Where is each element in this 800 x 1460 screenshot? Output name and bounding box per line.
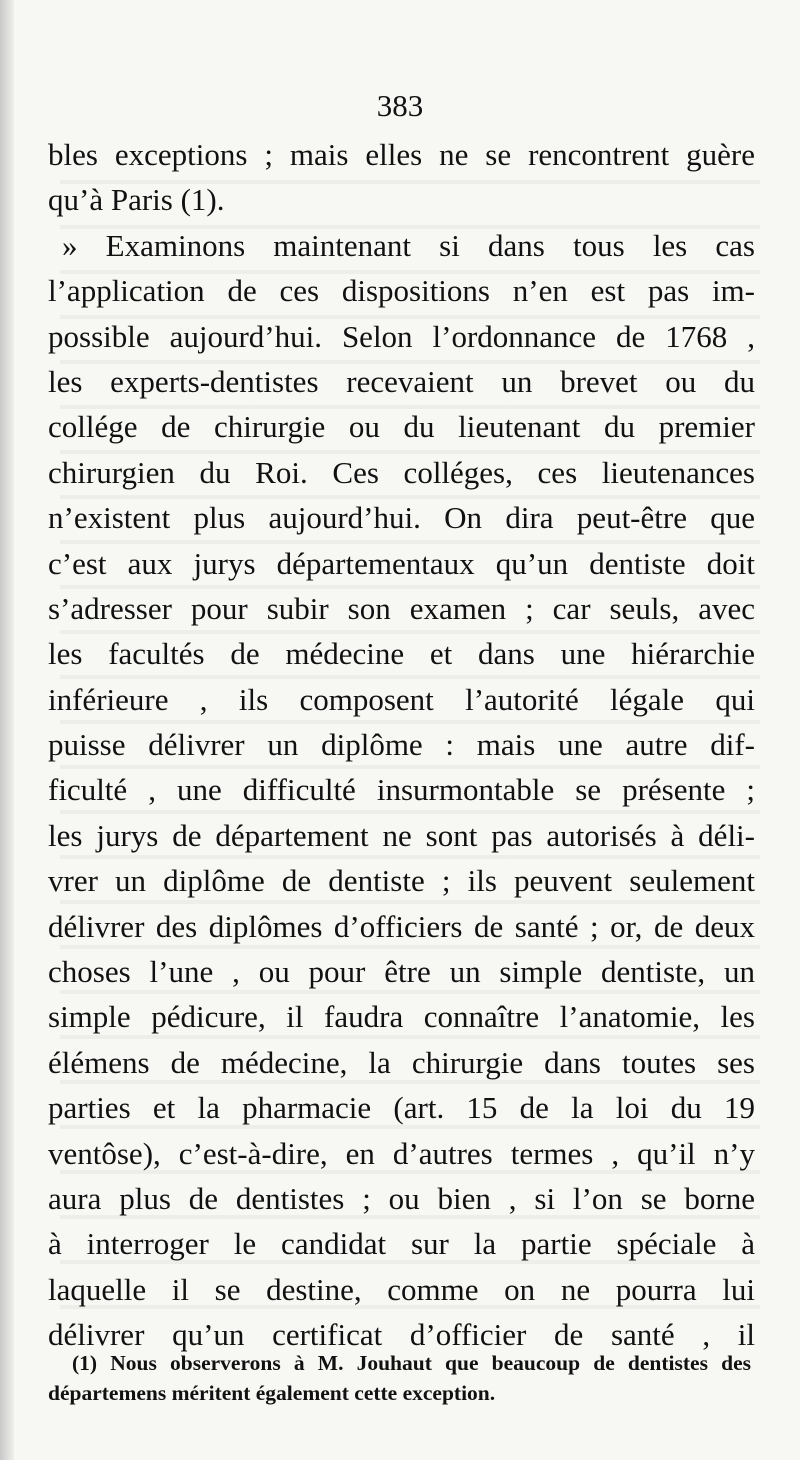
text-line: les facultés de médecine et dans une hiérarchie — [48, 636, 755, 672]
text-line: à interroger le candidat sur la partie spéciale à — [48, 1226, 755, 1262]
footnote-line: départemens méritent également cette exception. — [48, 1381, 496, 1405]
text-line: les jurys de département ne sont pas autorisés à déli- — [48, 817, 755, 853]
text-line: chirurgien du Roi. Ces colléges, ces lieutenances — [48, 454, 755, 490]
text-line: délivrer qu’un certificat d’officier de santé , il — [48, 1317, 755, 1353]
text-line: choses l’une , ou pour être un simple dentiste, un — [48, 954, 755, 990]
text-line: aura plus de dentistes ; ou bien , si l’on se borne — [48, 1180, 755, 1216]
body-text — [48, 132, 755, 1358]
text-line: vrer un diplôme de dentiste ; ils peuvent seulement — [48, 863, 755, 899]
footnote-line: (1) Nous observerons à M. Jouhaut que beaucoup de dentistes des — [72, 1351, 751, 1375]
text-line: n’existent plus aujourd’hui. On dira peut-être que — [48, 500, 755, 536]
text-line: parties et la pharmacie (art. 15 de la loi du 19 — [48, 1090, 755, 1126]
text-line: possible aujourd’hui. Selon l’ordonnance de 1768 , — [48, 318, 755, 354]
text-line: puisse délivrer un diplôme : mais une autre dif- — [48, 727, 755, 763]
text-line: ventôse), c’est-à-dire, en d’autres termes , qu’il n’y — [48, 1135, 755, 1171]
text-line: simple pédicure, il faudra connaître l’anatomie, les — [48, 999, 755, 1035]
page-number: 383 — [376, 88, 424, 123]
text-line: délivrer des diplômes d’officiers de santé ; or, de deux — [48, 908, 755, 944]
text-line: qu’à Paris (1). — [48, 182, 225, 218]
text-line: bles exceptions ; mais elles ne se rencontrent guère — [48, 137, 755, 172]
text-line: s’adresser pour subir son examen ; car seuls, avec — [48, 590, 755, 626]
text-line: inférieure , ils composent l’autorité légale qui — [48, 681, 755, 717]
text-line: les experts-dentistes recevaient un brevet ou du — [48, 363, 755, 399]
text-line: l’application de ces dispositions n’en est pas im- — [48, 273, 755, 309]
text-line: ficulté , une difficulté insurmontable se présente ; — [48, 772, 755, 808]
text-line: collége de chirurgie ou du lieutenant du premier — [48, 409, 755, 445]
text-line: laquelle il se destine, comme on ne pourra lui — [48, 1271, 755, 1307]
footnote — [48, 1348, 751, 1408]
text-line: élémens de médecine, la chirurgie dans toutes ses — [48, 1044, 755, 1080]
text-line: » Examinons maintenant si dans tous les cas — [62, 227, 755, 263]
text-line: c’est aux jurys départementaux qu’un dentiste doit — [48, 545, 755, 581]
page-edge-shadow — [0, 0, 14, 1460]
